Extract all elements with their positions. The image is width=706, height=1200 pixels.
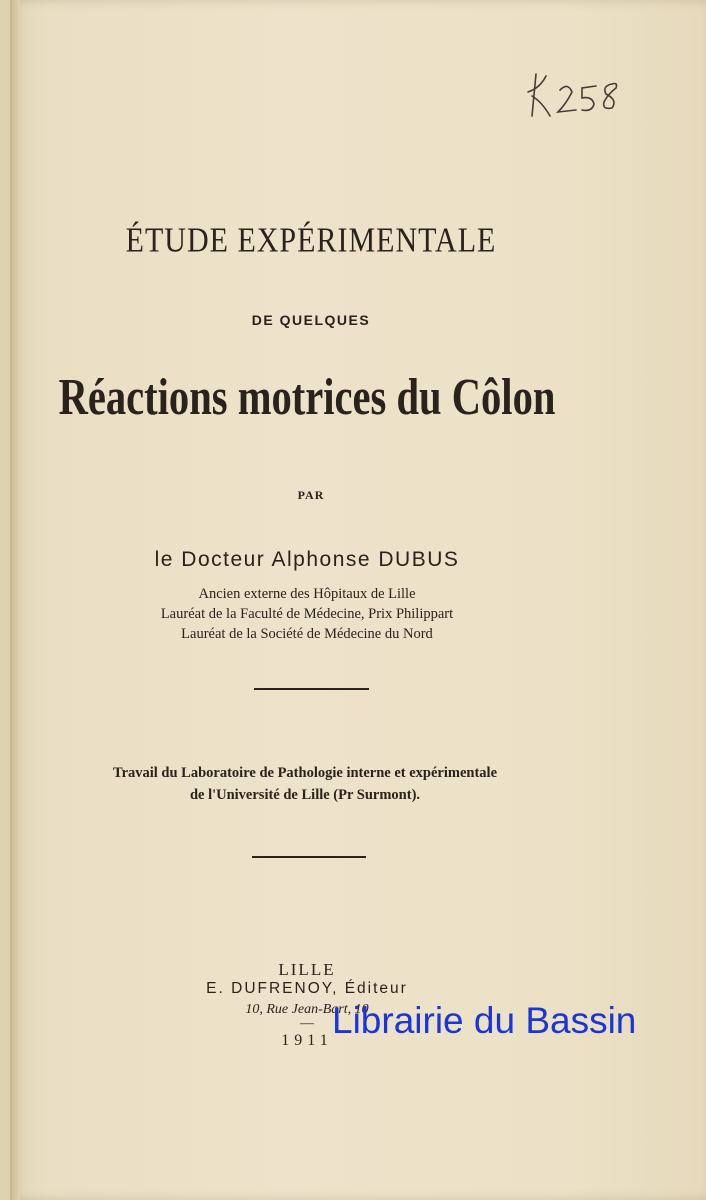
divider-rule bbox=[252, 856, 366, 858]
bookseller-watermark: Librairie du Bassin bbox=[332, 1000, 637, 1041]
laboratory-line: de l'Université de Lille (Pr Surmont). bbox=[189, 787, 421, 803]
title-line-1: ÉTUDE EXPÉRIMENTALE bbox=[125, 221, 497, 260]
main-title: Réactions motrices du Côlon bbox=[58, 369, 556, 426]
laboratory-note bbox=[0, 762, 658, 806]
author-name: le Docteur Alphonse DUBUS bbox=[154, 548, 460, 571]
title-line-2: DE QUELQUES bbox=[251, 312, 371, 328]
imprint-dash: — bbox=[300, 1016, 314, 1031]
byline: PAR bbox=[297, 488, 325, 502]
laboratory-line: Travail du Laboratoire de Pathologie interne et expérimentale bbox=[112, 765, 498, 781]
qualification-line: Lauréat de la Faculté de Médecine, Prix Philippart bbox=[160, 606, 454, 622]
imprint-city: LILLE bbox=[278, 960, 336, 979]
divider-rule bbox=[254, 688, 369, 690]
imprint-publisher: E. DUFRENOY, Éditeur bbox=[206, 980, 408, 997]
author-qualifications bbox=[0, 584, 660, 644]
qualification-line: Ancien externe des Hôpitaux de Lille bbox=[198, 586, 416, 602]
imprint-address: 10, Rue Jean-Bart, 10 bbox=[245, 1002, 369, 1017]
handwritten-shelfmark bbox=[526, 66, 636, 126]
qualification-line: Lauréat de la Société de Médecine du Nord bbox=[181, 626, 433, 642]
imprint-year: 1911 bbox=[281, 1032, 333, 1049]
